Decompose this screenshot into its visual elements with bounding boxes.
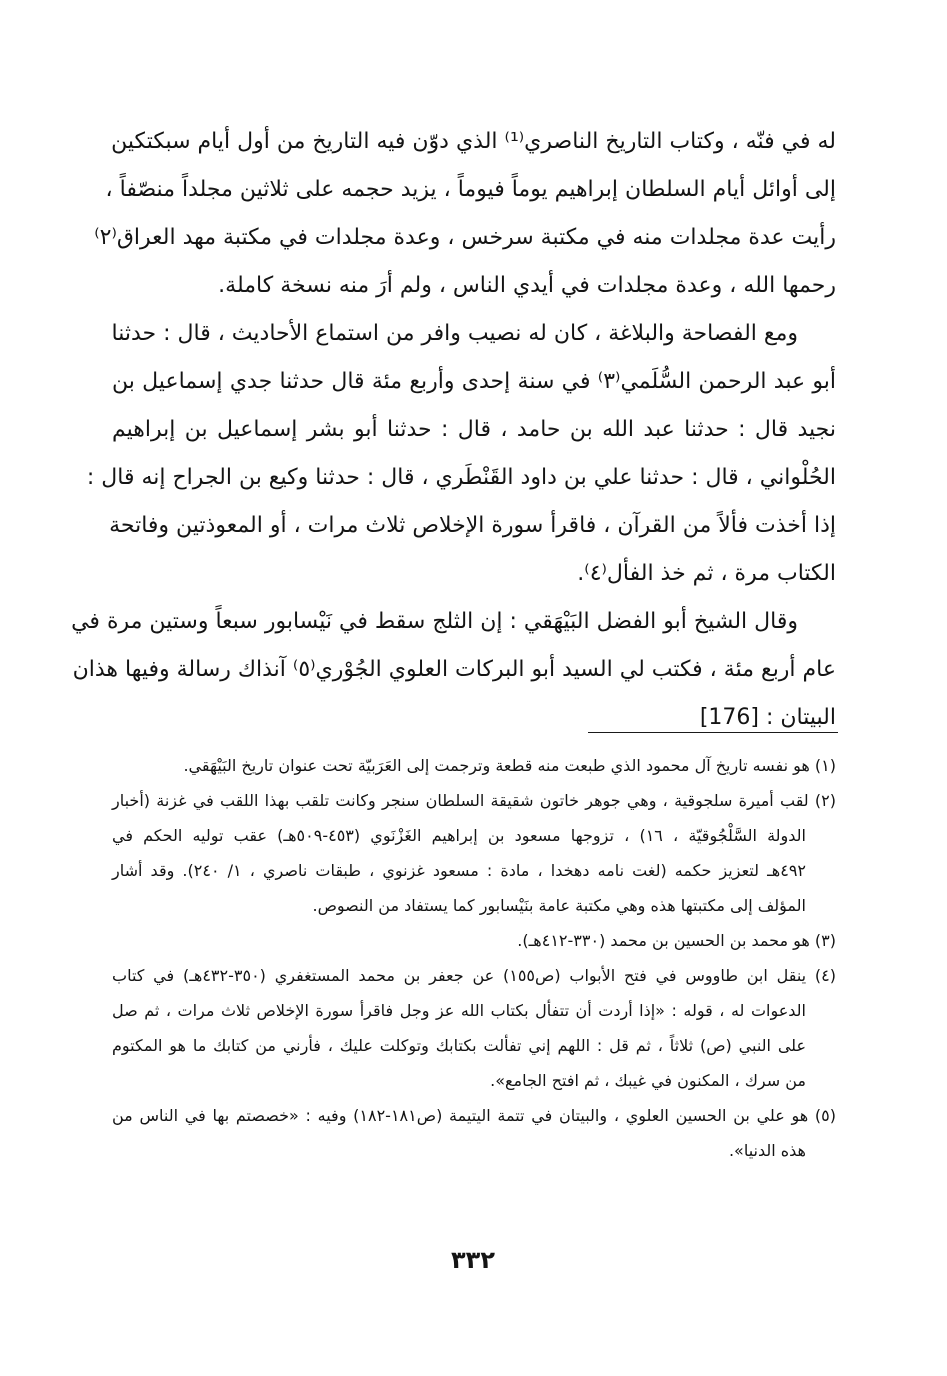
- footnote-line: ٤٩٢هـ لتعزيز حكمه (لغت نامه دهخدا ، مادة : مسعود غزنوي ، طبقات ناصري ، ١/ ٢٤٠). وقد أشار: [112, 861, 806, 880]
- main-text: [71, 118, 836, 742]
- text-line: البيتان : [176]: [699, 705, 836, 730]
- text-line: إذا أخذت فألاً من القرآن ، فاقرأ سورة الإخلاص ثلاث مرات ، أو المعوذتين وفاتحة: [109, 513, 836, 538]
- text-line: وقال الشيخ أبو الفضل البَيْهَقي : إن الثلج سقط في نَيْسابور سبعاً وستين مرة في: [71, 609, 798, 634]
- footnote-line: (٤) ينقل ابن طاووس في فتح الأبواب (ص١٥٥) عن جعفر بن محمد المستغفري (٣٥٠-٤٣٢هـ) في كتاب: [112, 966, 836, 985]
- text-line: عام أربع مئة ، فكتب لي السيد أبو البركات العلوي الجُوْري⁽٥⁾ آنذاك رسالة وفيها هذان: [72, 657, 836, 682]
- text-line: إلى أوائل أيام السلطان إبراهيم يوماً فيوماً ، يزيد حجمه على ثلاثين مجلداً منصّفاً ،: [105, 177, 836, 202]
- footnote-line: على النبي (ص) ثلاثاً ، ثم قل : اللهم إني تفألت بكتابك وتوكلت عليك ، فأرني من كتابك ما هو المكتوم: [112, 1036, 806, 1055]
- text-line: نجيد قال : حدثنا عبد الله بن حامد ، قال : حدثنا أبو بشر إسماعيل بن إبراهيم: [112, 417, 836, 442]
- footnote-divider: [588, 732, 838, 733]
- text-line: الحُلْواني ، قال : حدثنا علي بن داود القَنْطَري ، قال : حدثنا وكيع بن الجراح إنه قال :: [86, 465, 836, 490]
- footnote-line: الدعوات له ، قوله : «إذا أردت أن تتفأل بكتاب الله عز وجل فاقرأ سورة الإخلاص ثلاث مرات ، ثم صل: [112, 1001, 806, 1020]
- footnote-line: من سرك ، المكنون في غيبك ، ثم افتح الجامع».: [490, 1071, 806, 1090]
- footnote-line: المؤلف إلى مكتبتها هذه وهي مكتبة عامة بنَيْسابور كما يستفاد من النصوص.: [312, 896, 806, 915]
- footnote-line: (٣) هو محمد بن الحسين بن محمد (٣٣٠-٤١٢هـ).: [517, 931, 836, 950]
- text-line: أبو عبد الرحمن السُّلَمي⁽٣⁾ في سنة إحدى وأربع مئة قال حدثنا جدي إسماعيل بن: [112, 369, 836, 394]
- text-line: ومع الفصاحة والبلاغة ، كان له نصيب وافر من استماع الأحاديث ، قال : حدثنا: [111, 321, 798, 346]
- footnote-line: (٥) هو علي بن الحسين العلوي ، والبيتان في تتمة اليتيمة (ص١٨١-١٨٢) وفيه : «خصصتم بها في الناس من: [112, 1106, 836, 1125]
- footnote-line: الدولة السَّلْجُوقيّة ، ١٦) ، تزوجها مسعود بن إبراهيم الغَزْنَوي (٤٥٣-٥٠٩هـ) عقب توليه الحكم في: [112, 826, 806, 845]
- footnote-line: (١) هو نفسه تاريخ آل محمود الذي طبعت منه قطعة وترجمت إلى العَرَبيّة تحت عنوان تاريخ البَيْهَقي.: [183, 756, 836, 775]
- text-line: له في فنّه ، وكتاب التاريخ الناصري⁽¹⁾ الذي دوّن فيه التاريخ من أول أيام سبكتكين: [111, 129, 836, 154]
- footnotes: [112, 748, 836, 1168]
- page-number: ٣٣٢: [451, 1246, 495, 1274]
- footnote-line: (٢) لقب أميرة سلجوقية ، وهي جوهر خاتون شقيقة السلطان سنجر وكانت تلقب بهذا اللقب في غزنة (أخبار: [112, 791, 836, 810]
- footnote-line: هذه الدنيا».: [728, 1141, 806, 1160]
- text-line: رأيت عدة مجلدات منه في مكتبة سرخس ، وعدة مجلدات في مكتبة مهد العراق⁽٢⁾: [94, 225, 836, 250]
- text-line: الكتاب مرة ، ثم خذ الفأل⁽٤⁾.: [577, 561, 836, 586]
- text-line: رحمها الله ، وعدة مجلدات في أيدي الناس ، ولم أرَ منه نسخة كاملة.: [218, 273, 836, 298]
